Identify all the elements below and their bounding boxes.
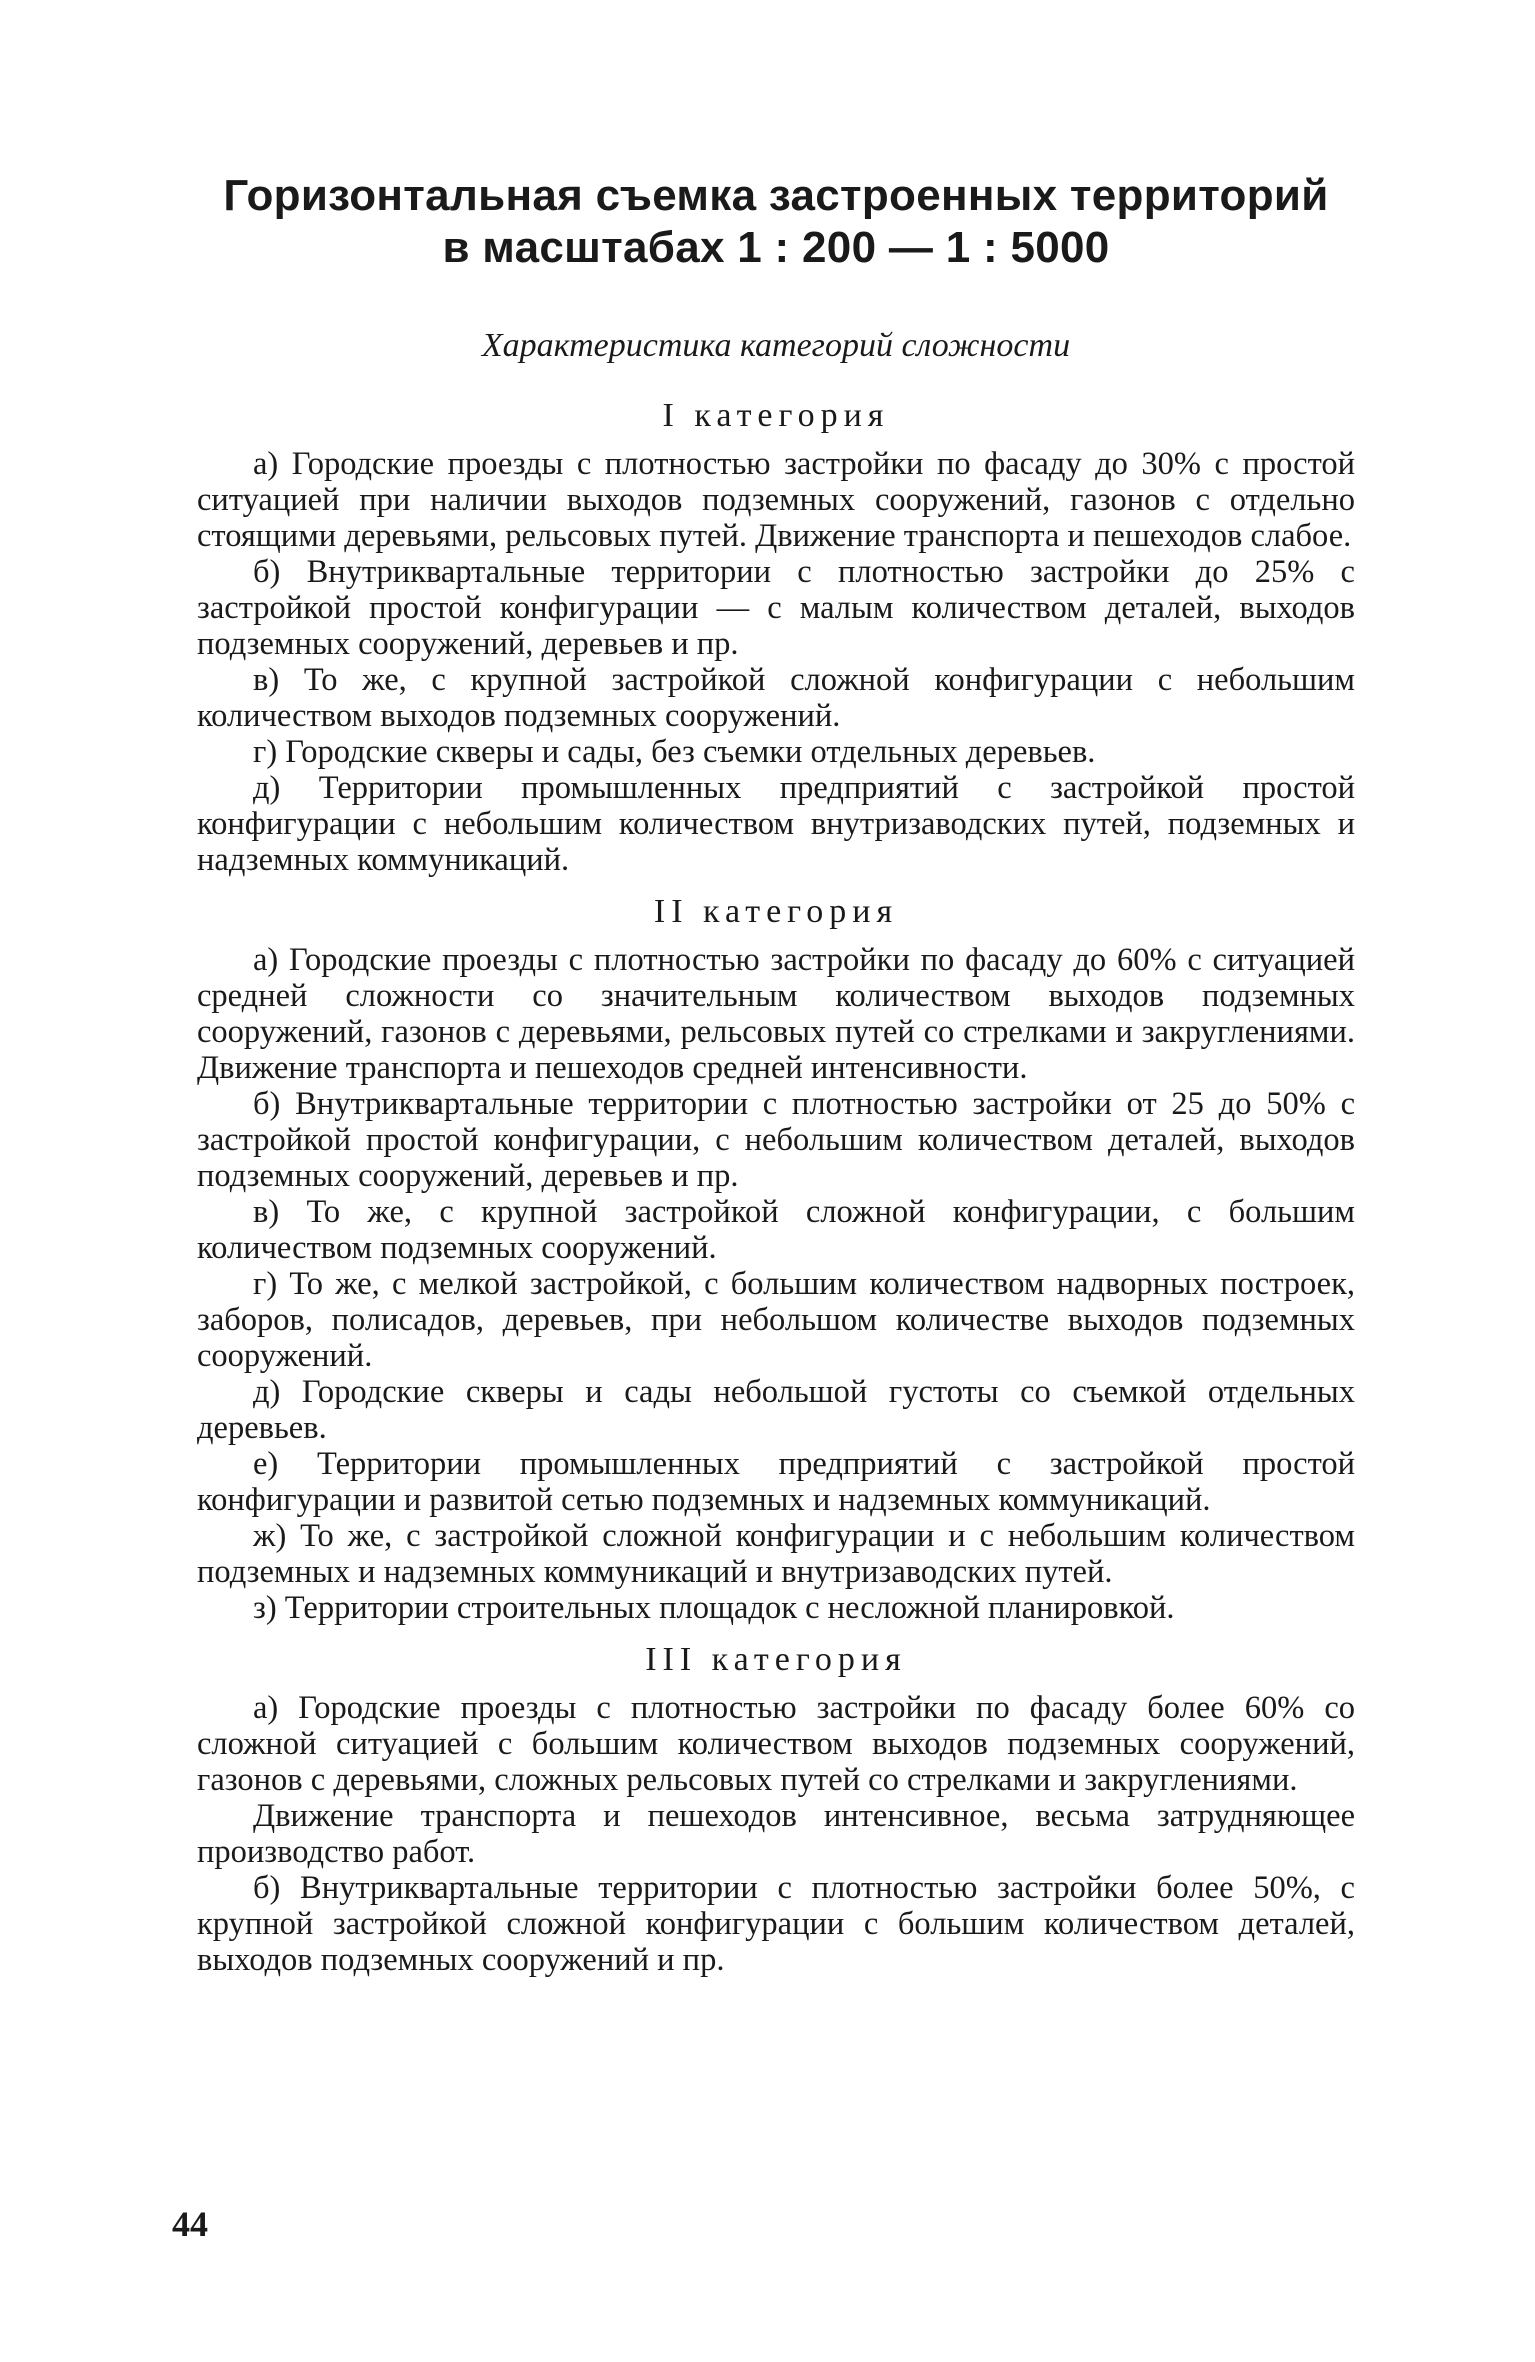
- category-2-item-d: д) Городские скверы и сады небольшой густоты со съемкой отдельных деревьев.: [197, 1374, 1355, 1446]
- category-3-item-a: а) Городские проезды с плотностью застройки по фасаду более 60% со сложной ситуацией с большим количеством выходов подземных сооружений, газонов с деревьями, сложных рельсовых путей со стрелками и закруглениями.: [197, 1690, 1355, 1798]
- section-subtitle: Характеристика категорий сложности: [481, 327, 1071, 364]
- category-3-item-a-continued: Движение транспорта и пешеходов интенсивное, весьма затрудняющее производство работ.: [197, 1798, 1355, 1870]
- title-line-2: в масштабах 1 : 200 — 1 : 5000: [442, 223, 1110, 272]
- category-2-section: [197, 892, 1355, 1626]
- page-content: [197, 170, 1355, 1978]
- category-3-item-b: б) Внутриквартальные территории с плотностью застройки более 50%, с крупной застройкой сложной конфигурации с большим количеством деталей, выходов подземных сооружений и пр.: [197, 1870, 1355, 1978]
- category-2-item-v: в) То же, с крупной застройкой сложной конфигурации, с большим количеством подземных сооружений.: [197, 1194, 1355, 1266]
- category-2-item-zh: ж) То же, с застройкой сложной конфигурации и с небольшим количеством подземных и надземных коммуникаций и внутризаводских путей.: [197, 1518, 1355, 1590]
- category-2-item-g: г) То же, с мелкой застройкой, с большим количеством надворных построек, заборов, полисадов, деревьев, при небольшом количестве выходов подземных сооружений.: [197, 1266, 1355, 1374]
- category-1-item-b: б) Внутриквартальные территории с плотностью застройки до 25% с застройкой простой конфигурации — с малым количеством деталей, выходов подземных сооружений, деревьев и пр.: [197, 554, 1355, 662]
- page-number: 44: [172, 2204, 208, 2244]
- category-1-item-v: в) То же, с крупной застройкой сложной конфигурации с небольшим количеством выходов подземных сооружений.: [197, 662, 1355, 734]
- category-1-heading: I категория: [662, 397, 890, 434]
- category-2-item-b: б) Внутриквартальные территории с плотностью застройки от 25 до 50% с застройкой простой конфигурации, с небольшим количеством деталей, выходов подземных сооружений, деревьев и пр.: [197, 1086, 1355, 1194]
- category-2-item-z: з) Территории строительных площадок с несложной планировкой.: [253, 1590, 1175, 1626]
- category-1-section: [197, 396, 1355, 878]
- category-1-item-a: а) Городские проезды с плотностью застройки по фасаду до 30% с простой ситуацией при наличии выходов подземных сооружений, газонов с отдельно стоящими деревьями, рельсовых путей. Движение транспорта и пешеходов слабое.: [197, 446, 1355, 554]
- category-2-item-e: е) Территории промышленных предприятий с застройкой простой конфигурации и развитой сетью подземных и надземных коммуникаций.: [197, 1446, 1355, 1518]
- title-line-1: Горизонтальная съемка застроенных территорий: [223, 171, 1329, 220]
- category-1-item-g: г) Городские скверы и сады, без съемки отдельных деревьев.: [253, 734, 1096, 770]
- page-title: [197, 170, 1355, 274]
- category-2-heading: II категория: [653, 893, 899, 930]
- category-3-section: [197, 1640, 1355, 1978]
- category-2-item-a: а) Городские проезды с плотностью застройки по фасаду до 60% с ситуацией средней сложности со значительным количеством выходов подземных сооружений, газонов с деревьями, рельсовых путей со стрелками и закруглениями. Движение транспорта и пешеходов средней интенсивности.: [197, 942, 1355, 1086]
- category-1-item-d: д) Территории промышленных предприятий с застройкой простой конфигурации с небольшим количеством внутризаводских путей, подземных и надземных коммуникаций.: [197, 770, 1355, 878]
- category-3-heading: III категория: [645, 1641, 907, 1678]
